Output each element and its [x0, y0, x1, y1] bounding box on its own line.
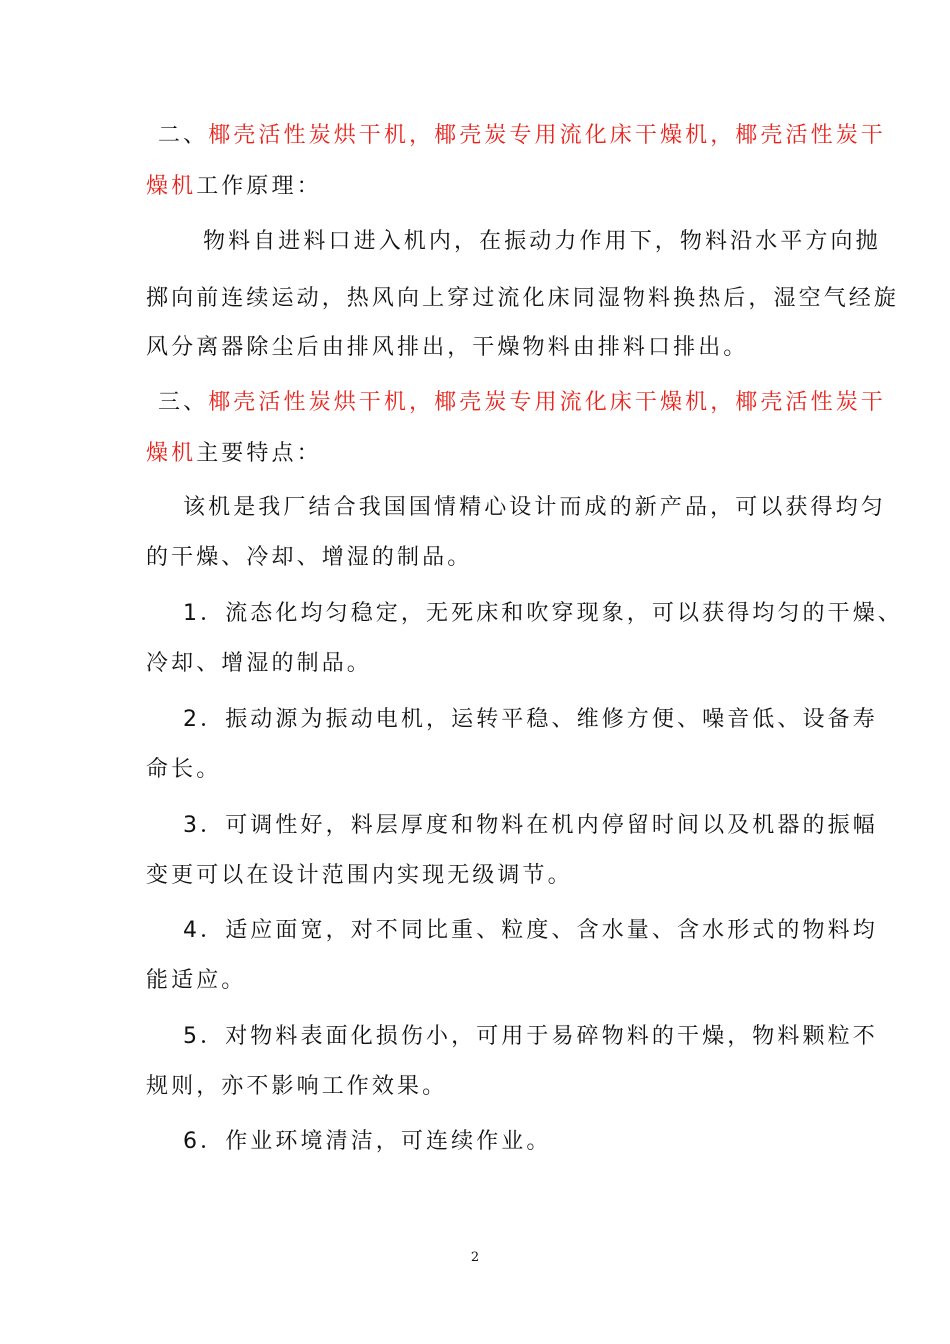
section-2-product-name: 椰壳活性炭烘干机，椰壳炭专用流化床干燥机，椰壳活性炭干	[208, 123, 886, 148]
section-2-product-name-cont: 燥机	[146, 174, 197, 199]
principle-line-3: 风分离器除尘后由排风排出，干燥物料由排料口排出。	[146, 335, 749, 360]
feature-3-line-1: 3．可调性好，料层厚度和物料在机内停留时间以及机器的振幅	[183, 813, 878, 838]
principle-line-1: 物料自进料口进入机内，在振动力作用下，物料沿水平方向抛	[203, 229, 881, 254]
feature-1-line-2: 冷却、增湿的制品。	[146, 651, 372, 676]
section-2-number: 二、	[158, 123, 209, 148]
section-3-title: 主要特点：	[196, 441, 322, 466]
principle-line-2: 掷向前连续运动，热风向上穿过流化床同湿物料换热后，湿空气经旋	[146, 286, 900, 311]
intro-line-2: 的干燥、冷却、增湿的制品。	[146, 545, 473, 570]
feature-4-line-2: 能适应。	[146, 968, 247, 993]
page-number: 2	[470, 1250, 480, 1265]
section-3-number: 三、	[158, 390, 209, 415]
section-2-heading-line-2	[146, 172, 322, 202]
feature-1-line-1: 1．流态化均匀稳定，无死床和吹穿现象，可以获得均匀的干燥、	[183, 601, 903, 626]
section-3-product-name: 椰壳活性炭烘干机，椰壳炭专用流化床干燥机，椰壳活性炭干	[208, 390, 886, 415]
feature-4-line-1: 4．适应面宽，对不同比重、粒度、含水量、含水形式的物料均	[183, 918, 878, 943]
section-2-heading-line-1	[158, 121, 886, 151]
feature-6-line-1: 6．作业环境清洁，可连续作业。	[183, 1129, 552, 1154]
intro-line-1: 该机是我厂结合我国国情精心设计而成的新产品，可以获得均匀	[183, 495, 886, 520]
section-2-title: 工作原理：	[196, 174, 322, 199]
section-3-heading-line-1	[158, 388, 886, 418]
feature-2-line-1: 2．振动源为振动电机，运转平稳、维修方便、噪音低、设备寿	[183, 707, 878, 732]
section-3-heading-line-2	[146, 439, 322, 469]
section-3-product-name-cont: 燥机	[146, 441, 197, 466]
feature-2-line-2: 命长。	[146, 757, 222, 782]
feature-5-line-1: 5．对物料表面化损伤小，可用于易碎物料的干燥，物料颗粒不	[183, 1024, 878, 1049]
feature-3-line-2: 变更可以在设计范围内实现无级调节。	[146, 863, 573, 888]
feature-5-line-2: 规则，亦不影响工作效果。	[146, 1074, 448, 1099]
